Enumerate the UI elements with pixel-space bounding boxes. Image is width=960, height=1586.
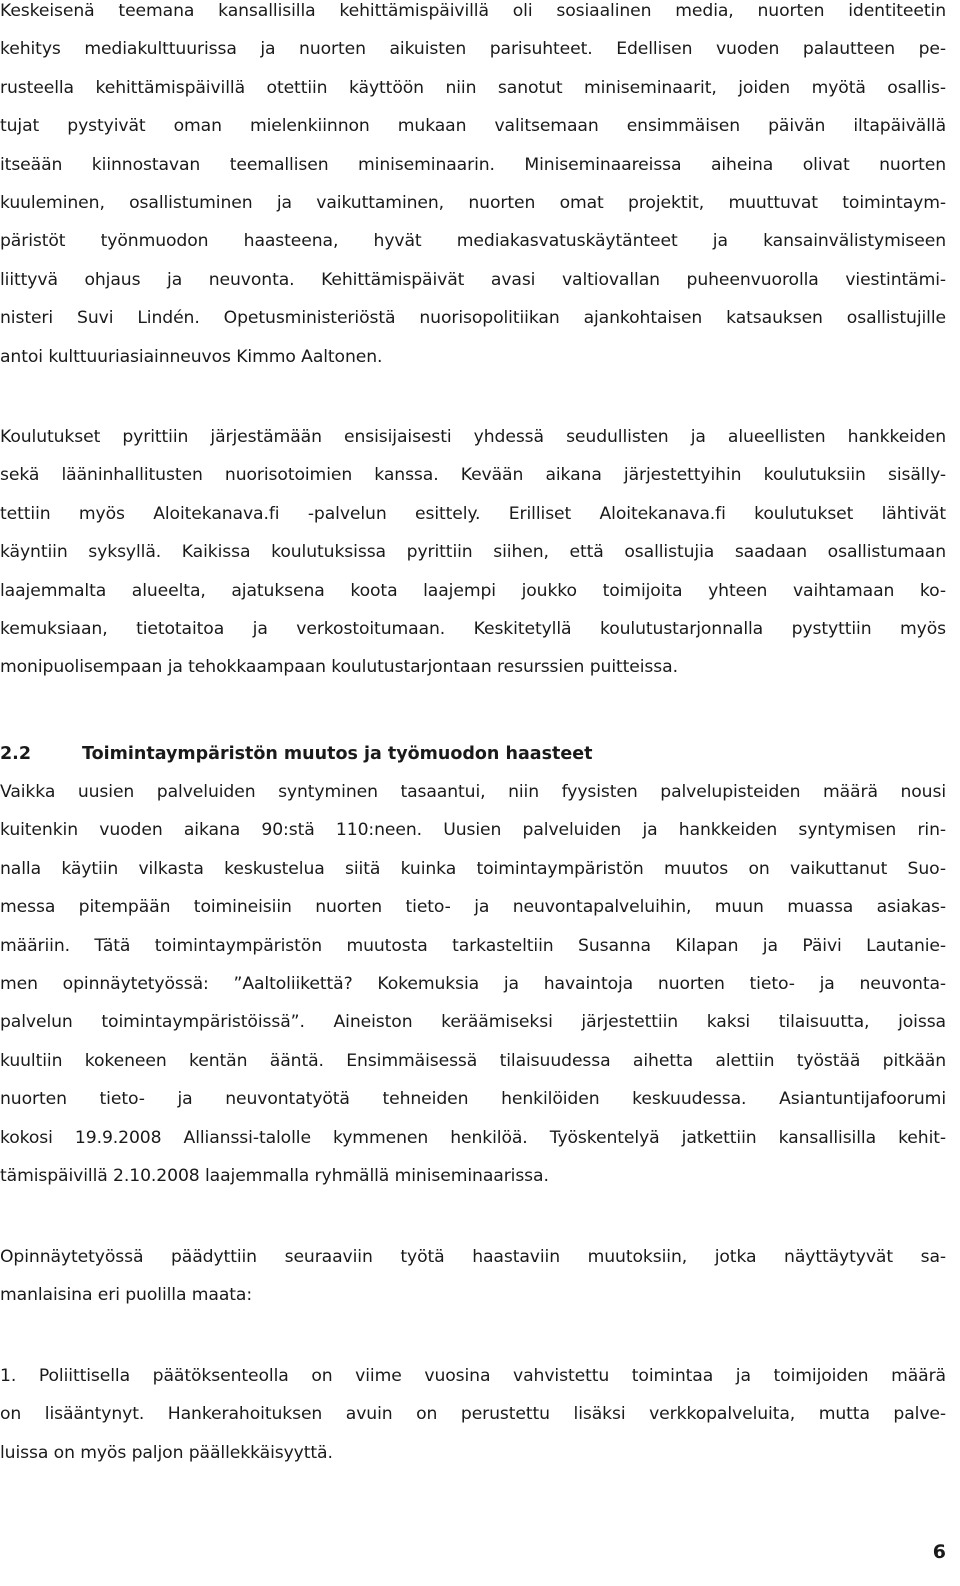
text-line: tämispäivillä 2.10.2008 laajemmalla ryhmällä miniseminaarissa. [0,1165,549,1186]
text-line: 1. Poliittisella päätöksenteolla on viime vuosina vahvistettu toimintaa ja toimijoiden määrä [0,1366,946,1386]
paragraph-thesis-findings [0,1238,946,1315]
text-line: Opinnäytetyössä päädyttiin seuraaviin työtä haastaviin muutoksiin, jotka näyttäytyvät sa- [0,1247,946,1267]
text-line: itseään kiinnostavan teemallisen miniseminaarin. Miniseminaareissa aiheina olivat nuorten [0,154,946,175]
text-line: Vaikka uusien palveluiden syntyminen tasaantui, niin fyysisten palvelupisteiden määrä nousi [0,782,946,802]
text-line: sekä lääninhallitusten nuorisotoimien kanssa. Kevään aikana järjestettyihin koulutuksiin sisälly- [0,465,946,486]
text-line: Koulutukset pyrittiin järjestämään ensisijaisesti yhdessä seudullisten ja alueellisten hankkeiden [0,427,946,447]
text-line: kemuksiaan, tietotaitoa ja verkostoitumaan. Keskitetyllä koulutustarjonnalla pystyttiin myös [0,618,946,639]
text-line: päristöt työnmuodon haasteena, hyvät mediakasvatuskäytänteet ja kansainvälistymiseen [0,231,946,252]
text-line: rusteella kehittämispäivillä otettiin käyttöön niin sanotut miniseminaarit, joiden myötä osallis- [0,77,946,98]
paragraph-development-days [0,0,946,376]
text-line: nuorten tieto- ja neuvontatyötä tehneiden henkilöiden keskuudessa. Asiantuntijafoorumi [0,1089,946,1110]
paragraph-trainings [0,418,946,687]
text-line: kokosi 19.9.2008 Allianssi-talolle kymmenen henkilöä. Työskentelyä jatkettiin kansallisilla kehit- [0,1127,946,1148]
text-line: antoi kulttuuriasiainneuvos Kimmo Aaltonen. [0,346,383,367]
text-line: nalla käytiin vilkasta keskustelua siitä kuinka toimintaympäristön muutos on vaikuttanut Suo- [0,858,946,879]
page-number: 6 [932,1541,946,1563]
text-line: nisteri Suvi Lindén. Opetusministeriöstä nuorisopolitiikan ajankohtaisen katsauksen osallistujille [0,308,946,329]
section-title: Toimintaympäristön muutos ja työmuodon haasteet [82,744,593,764]
text-line: Keskeisenä teemana kansallisilla kehittämispäivillä oli sosiaalinen media, nuorten identiteetin [0,1,946,21]
text-line: on lisääntynyt. Hankerahoituksen avuin on perustettu lisäksi verkkopalveluita, mutta palve- [0,1404,946,1425]
text-line: kuitenkin vuoden aikana 90:stä 110:neen. Uusien palveluiden ja hankkeiden syntymisen rin- [0,820,946,841]
text-line: määriin. Tätä toimintaympäristön muutosta tarkasteltiin Susanna Kilapan ja Päivi Lautanie- [0,935,946,956]
text-line: tujat pystyivät oman mielenkiinnon mukaan valitsemaan ensimmäisen päivän iltapäivällä [0,116,946,137]
text-line: kuuleminen, osallistuminen ja vaikuttaminen, nuorten omat projektit, muuttuvat toimintaym- [0,192,946,213]
paragraph-environment-change [0,773,946,1195]
text-line: tettiin myös Aloitekanava.fi -palvelun esittely. Erilliset Aloitekanava.fi koulutukset lähtivät [0,503,946,524]
text-line: kuultiin kokeneen kentän ääntä. Ensimmäisessä tilaisuudessa aihetta alettiin työstää pitkään [0,1050,946,1071]
text-line: messa pitempään toimineisiin nuorten tieto- ja neuvontapalveluihin, muun muassa asiakas- [0,897,946,918]
text-line: palvelun toimintaympäristöissä”. Aineiston keräämiseksi järjestettiin kaksi tilaisuutta, joissa [0,1012,946,1033]
text-line: men opinnäytetyössä: ”Aaltoliikettä? Kokemuksia ja havaintoja nuorten tieto- ja neuvonta- [0,973,946,994]
text-line: kehitys mediakulttuurissa ja nuorten aikuisten parisuhteet. Edellisen vuoden palautteen pe- [0,39,946,60]
section-number: 2.2 [0,744,32,764]
section-heading [0,735,946,773]
text-line: manlaisina eri puolilla maata: [0,1285,253,1306]
text-line: liittyvä ohjaus ja neuvonta. Kehittämispäivät avasi valtiovallan puheenvuorolla viestintämi- [0,269,946,290]
list-item-1 [0,1357,946,1472]
text-line: monipuolisempaan ja tehokkaampaan koulutustarjontaan resurssien puitteissa. [0,657,678,678]
text-line: laajemmalta alueelta, ajatuksena koota laajempi joukko toimijoita yhteen vaihtamaan ko- [0,580,946,601]
text-line: käyntiin syksyllä. Kaikissa koulutuksissa pyrittiin siihen, että osallistujia saadaan osallistumaan [0,542,946,563]
text-line: luissa on myös paljon päällekkäisyyttä. [0,1442,333,1463]
